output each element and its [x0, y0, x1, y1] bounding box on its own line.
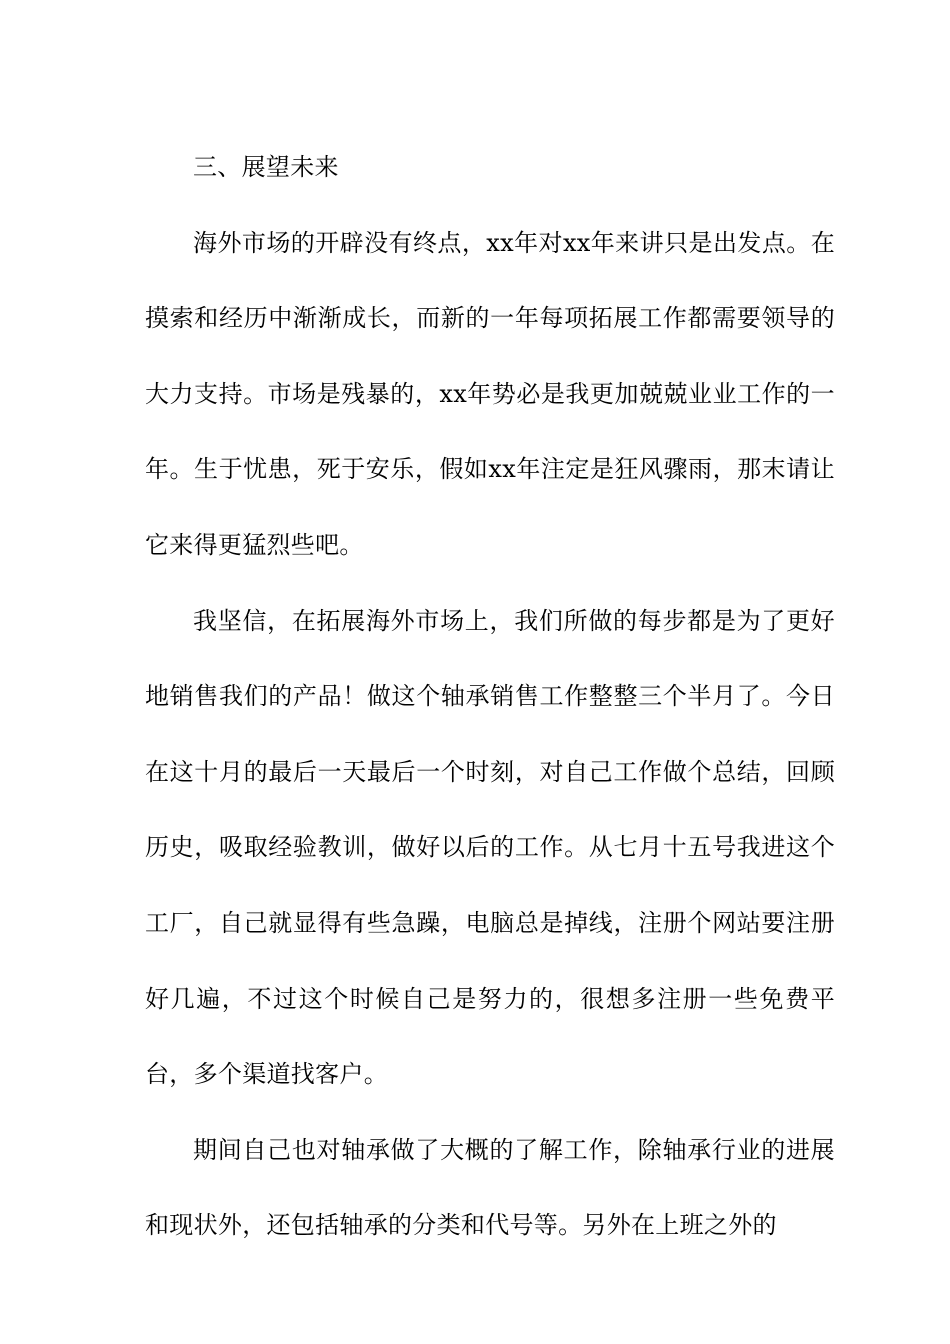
document-body	[145, 130, 835, 1264]
section-heading: 三、展望未来	[193, 153, 339, 181]
paragraph-bearing-study: 期间自己也对轴承做了大概的了解工作，除轴承行业的进展和现状外，还包括轴承的分类和代号等。另外在上班之外的	[145, 1135, 835, 1240]
paragraph-work-summary: 我坚信，在拓展海外市场上，我们所做的每步都是为了更好地销售我们的产品！做这个轴承销售工作整整三个半月了。今日在这十月的最后一天最后一个时刻，对自己工作做个总结，回顾历史，吸取经验教训，做好以后的工作。从七月十五号我进这个工厂，自己就显得有些急躁，电脑总是掉线，注册个网站要注册好几遍，不过这个时候自己是努力的，很想多注册一些免费平台，多个渠道找客户。	[145, 606, 835, 1089]
paragraph-outlook: 海外市场的开辟没有终点，xx年对xx年来讲只是出发点。在摸索和经历中渐渐成长，而新的一年每项拓展工作都需要领导的大力支持。市场是残暴的，xx年势必是我更加兢兢业业工作的一年。生于忧患，死于安乐，假如xx年注定是狂风骤雨，那末请让它来得更猛烈些吧。	[145, 228, 835, 559]
